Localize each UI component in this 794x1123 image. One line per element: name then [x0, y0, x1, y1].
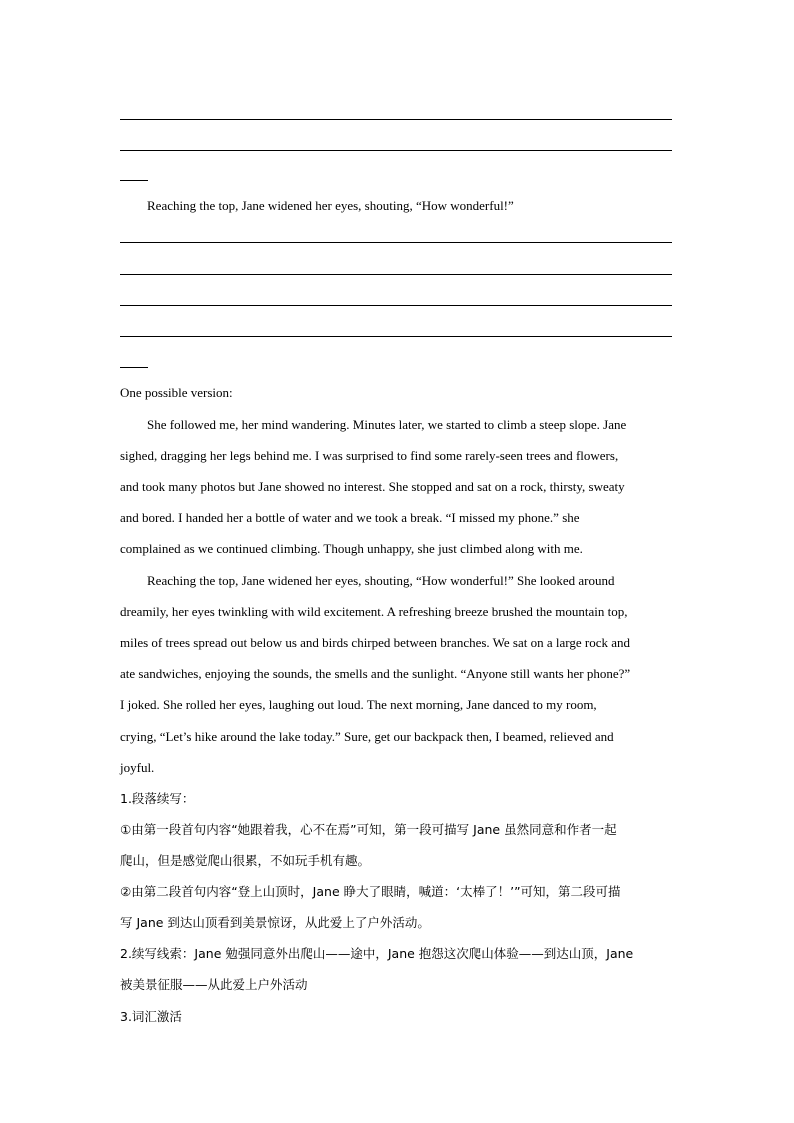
answer-line [120, 305, 672, 306]
para2-line: Reaching the top, Jane widened her eyes, shouting, “How wonderful!” She looked around [147, 573, 615, 588]
para1-line: and took many photos but Jane showed no interest. She stopped and sat on a rock, thirsty, sweaty [120, 479, 625, 494]
note-line: ①由第一段首句内容“她跟着我，心不在焉”可知，第一段可描写 Jane 虽然同意和作者一起 [120, 822, 617, 837]
note-line: 被美景征服——从此爱上户外活动 [120, 977, 308, 992]
answer-line [120, 119, 672, 120]
para1-line: and bored. I handed her a bottle of water and we took a break. “I missed my phone.” she [120, 510, 580, 525]
note-line: 1.段落续写： [120, 791, 195, 806]
answer-line-end [120, 180, 148, 181]
answer-line-end [120, 367, 148, 368]
note-line: 写 Jane 到达山顶看到美景惊讶，从此爱上了户外活动。 [120, 915, 430, 930]
para2-line: ate sandwiches, enjoying the sounds, the smells and the sunlight. “Anyone still wants her phone?” [120, 666, 631, 681]
note-line: 3.词汇激活 [120, 1009, 182, 1024]
para2-line: joyful. [120, 760, 155, 775]
answer-line [120, 150, 672, 151]
para2-line: I joked. She rolled her eyes, laughing out loud. The next morning, Jane danced to my room, [120, 697, 597, 712]
note-line: 爬山，但是感觉爬山很累，不如玩手机有趣。 [120, 853, 371, 868]
answer-line [120, 274, 672, 275]
answer-line [120, 336, 672, 337]
note-line: ②由第二段首句内容“登上山顶时，Jane 睁大了眼睛，喊道：‘太棒了！’”可知，第二段可描 [120, 884, 621, 899]
para2-line: dreamily, her eyes twinkling with wild excitement. A refreshing breeze brushed the mountain top, [120, 604, 628, 619]
para1-line: sighed, dragging her legs behind me. I was surprised to find some rarely-seen trees and flowers, [120, 448, 619, 463]
version-heading: One possible version: [120, 385, 233, 400]
para1-line: She followed me, her mind wandering. Minutes later, we started to climb a steep slope. Jane [147, 417, 627, 432]
note-line: 2.续写线索：Jane 勉强同意外出爬山——途中，Jane 抱怨这次爬山体验——到达山顶，Jane [120, 946, 634, 961]
para2-line: crying, “Let’s hike around the lake today.” Sure, get our backpack then, I beamed, relieved and [120, 729, 614, 744]
para2-line: miles of trees spread out below us and birds chirped between branches. We sat on a large rock and [120, 635, 631, 650]
prompt-line: Reaching the top, Jane widened her eyes, shouting, “How wonderful!” [147, 198, 514, 213]
answer-line [120, 242, 672, 243]
para1-line: complained as we continued climbing. Though unhappy, she just climbed along with me. [120, 541, 583, 556]
